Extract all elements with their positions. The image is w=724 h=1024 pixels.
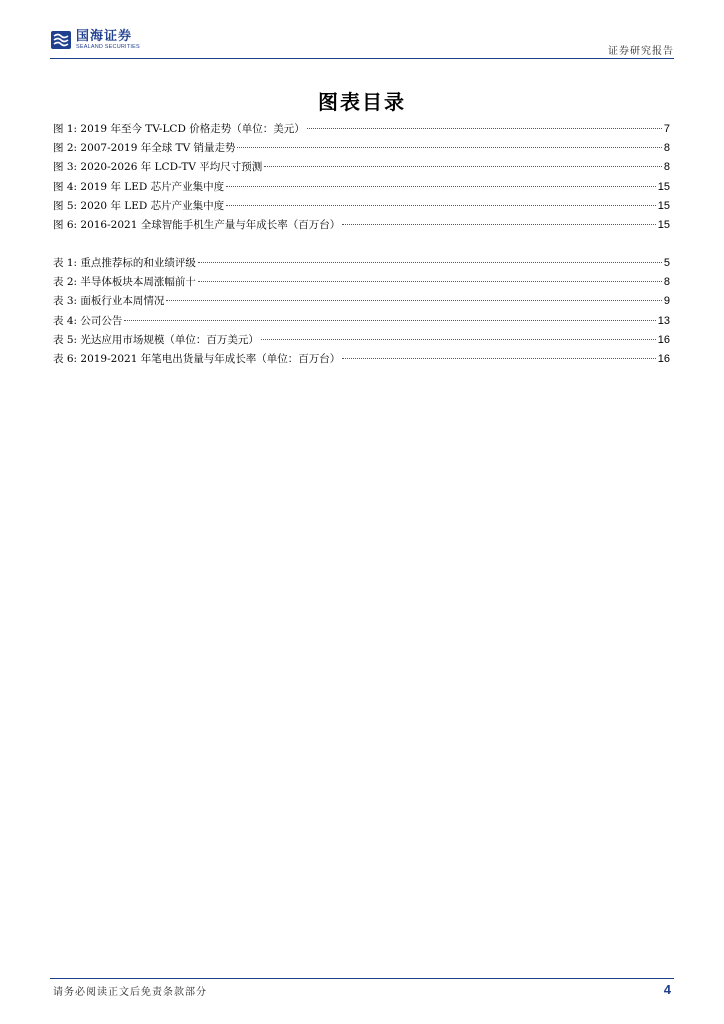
sealand-logo-icon xyxy=(50,30,72,50)
leader-dots xyxy=(166,300,661,301)
toc-entry-page: 8 xyxy=(663,142,670,155)
toc-entry-table-3[interactable] xyxy=(53,293,670,312)
toc-entry-page: 15 xyxy=(657,218,670,231)
report-type-label: 证券研究报告 xyxy=(608,46,674,57)
toc-entry-page: 15 xyxy=(657,180,670,193)
toc-entry-label: 图 2: 2007-2019 年全球 TV 销量走势 xyxy=(53,142,236,155)
page-title: 图表目录 xyxy=(318,90,406,114)
toc-entry-figure-2[interactable] xyxy=(53,140,670,159)
toc-entry-page: 8 xyxy=(663,161,670,174)
logo-chinese-name: 国海证券 xyxy=(76,29,133,44)
toc-entry-figure-3[interactable] xyxy=(53,159,670,178)
toc-entry-table-5[interactable] xyxy=(53,332,670,351)
leader-dots xyxy=(198,281,662,282)
leader-dots xyxy=(226,205,656,206)
toc-entry-table-6[interactable] xyxy=(53,351,670,370)
leader-dots xyxy=(261,339,656,340)
toc-entry-page: 15 xyxy=(657,199,670,212)
toc-entry-table-4[interactable] xyxy=(53,313,670,332)
sealand-logo xyxy=(50,30,140,51)
toc-entry-label: 表 4: 公司公告 xyxy=(53,314,123,327)
toc-entry-label: 表 1: 重点推荐标的和业绩评级 xyxy=(53,257,196,269)
toc-entry-page: 13 xyxy=(657,314,670,327)
page-header xyxy=(50,28,674,59)
leader-dots xyxy=(264,166,662,167)
leader-dots xyxy=(342,358,656,359)
leader-dots xyxy=(226,186,656,187)
toc-entry-page: 16 xyxy=(657,352,670,365)
toc-entry-figure-1[interactable] xyxy=(53,121,670,140)
table-list xyxy=(53,255,670,370)
toc-entry-label: 图 3: 2020-2026 年 LCD-TV 平均尺寸预测 xyxy=(53,161,263,174)
toc-entry-label: 图 1: 2019 年至今 TV-LCD 价格走势（单位：美元） xyxy=(53,123,305,135)
leader-dots xyxy=(237,147,661,148)
toc-entry-figure-5[interactable] xyxy=(53,198,670,217)
toc-entry-page: 7 xyxy=(663,123,670,135)
toc-entry-label: 表 5: 光达应用市场规模（单位：百万美元） xyxy=(53,333,259,346)
page-footer xyxy=(50,978,674,999)
logo-english-name: SEALAND SECURITIES xyxy=(76,44,140,50)
page-number: 4 xyxy=(663,982,671,997)
toc-entry-label: 图 4: 2019 年 LED 芯片产业集中度 xyxy=(53,180,225,193)
toc-entry-page: 9 xyxy=(663,295,670,308)
toc-entry-figure-4[interactable] xyxy=(53,179,670,198)
toc-entry-page: 8 xyxy=(663,276,670,289)
leader-dots xyxy=(198,262,662,263)
toc-entry-label: 图 6: 2016-2021 全球智能手机生产量与年成长率（百万台） xyxy=(53,218,341,231)
toc-entry-table-1[interactable] xyxy=(53,255,670,274)
toc-entry-label: 表 6: 2019-2021 年笔电出货量与年成长率（单位：百万台） xyxy=(53,352,341,365)
toc-entry-figure-6[interactable] xyxy=(53,217,670,236)
figure-list xyxy=(53,121,670,236)
leader-dots xyxy=(307,128,662,129)
toc-entry-page: 5 xyxy=(663,257,670,269)
leader-dots xyxy=(342,224,656,225)
leader-dots xyxy=(124,320,655,321)
toc-entry-label: 表 2: 半导体板块本周涨幅前十 xyxy=(53,276,196,289)
toc-entry-page: 16 xyxy=(657,333,670,346)
toc-entry-table-2[interactable] xyxy=(53,274,670,293)
toc-entry-label: 图 5: 2020 年 LED 芯片产业集中度 xyxy=(53,199,225,212)
toc-entry-label: 表 3: 面板行业本周情况 xyxy=(53,295,165,308)
disclaimer-note: 请务必阅读正文后免责条款部分 xyxy=(53,987,207,998)
